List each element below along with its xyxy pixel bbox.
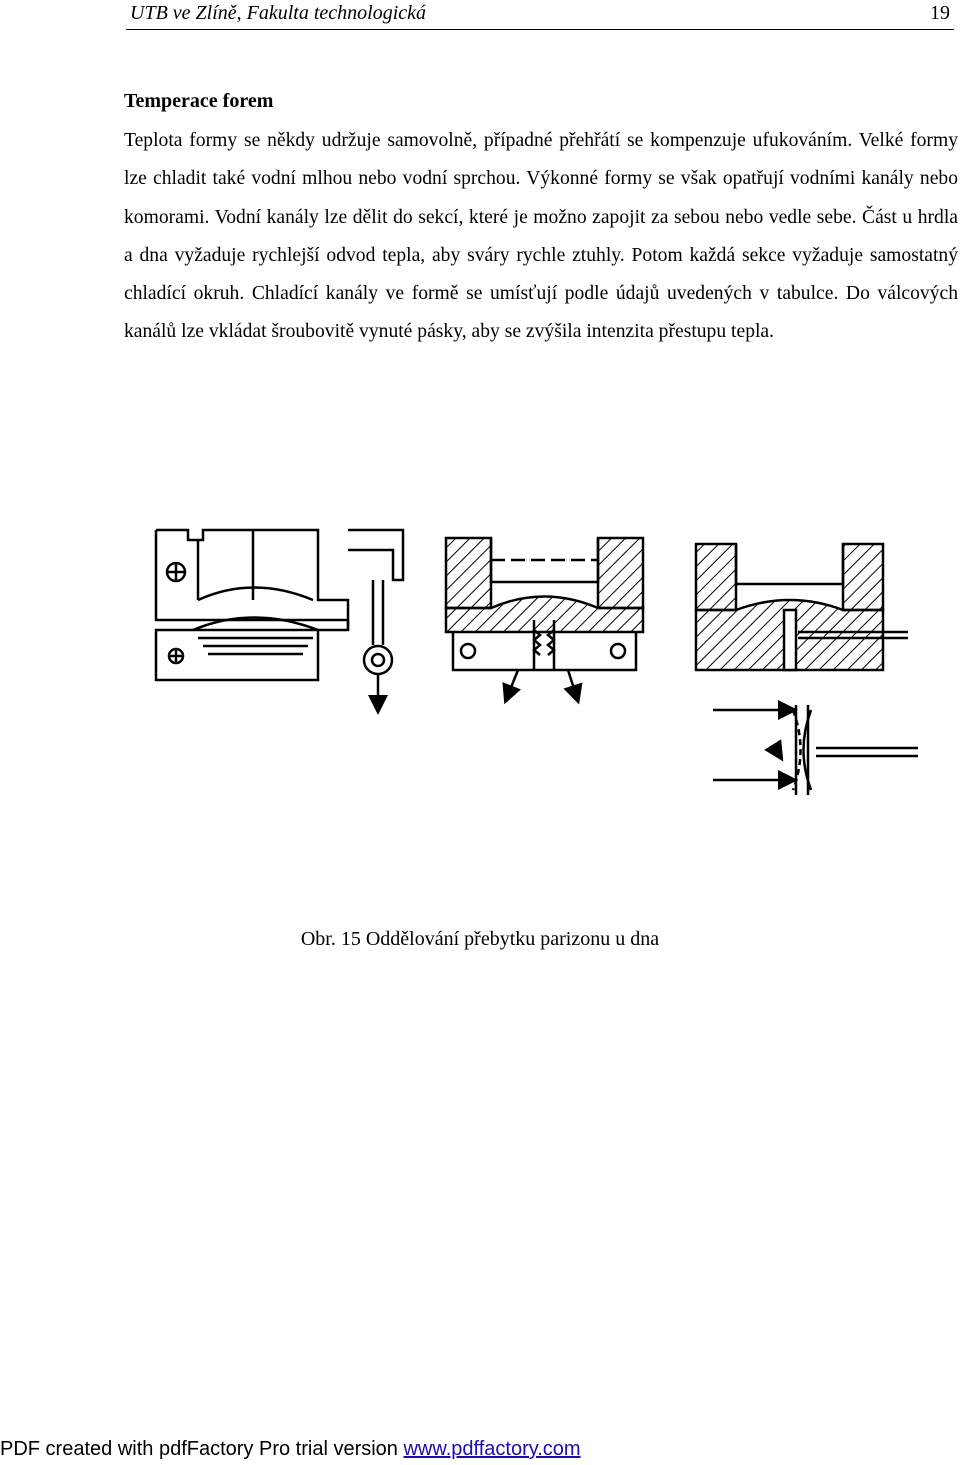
mold-drawings-figure	[148, 520, 918, 820]
pdf-footer	[0, 1438, 581, 1461]
mold-drawing-middle	[446, 538, 643, 695]
page-header	[126, 0, 954, 30]
header-rule	[126, 29, 954, 30]
footer-text: PDF created with pdfFactory Pro trial version	[0, 1438, 404, 1460]
figure-caption: Obr. 15 Oddělování přebytku parizonu u dna	[300, 928, 660, 950]
body-paragraph: Teplota formy se někdy udržuje samovolně, případné přehřátí se kompenzuje ufukováním. Velké formy lze chladit také vodní mlhou nebo vodní sprchou. Výkonné formy se však opatřují vodními kanály nebo komorami. Vodní kanály lze dělit do sekcí, které je možno zapojit za sebou nebo vedle sebe. Část u hrdla a dna vyžaduje rychlejší odvod tepla, aby sváry rychle ztuhly. Potom každá sekce vyžaduje samostatný chladící okruh. Chladící kanály ve formě se umísťují podle údajů uvedených v tabulce. Do válcových kanálů lze vkládat šroubovitě vynuté pásky, aby se zvýšila intenzita přestupu tepla.	[124, 130, 958, 343]
mold-drawing-right	[696, 544, 918, 795]
mold-drawing-left	[156, 530, 403, 705]
header-title: UTB ve Zlíně, Fakulta technologická	[130, 2, 427, 24]
footer-link[interactable]: www.pdffactory.com	[403, 1438, 581, 1460]
section-heading: Temperace forem	[124, 90, 274, 112]
page-number: 19	[930, 2, 950, 24]
